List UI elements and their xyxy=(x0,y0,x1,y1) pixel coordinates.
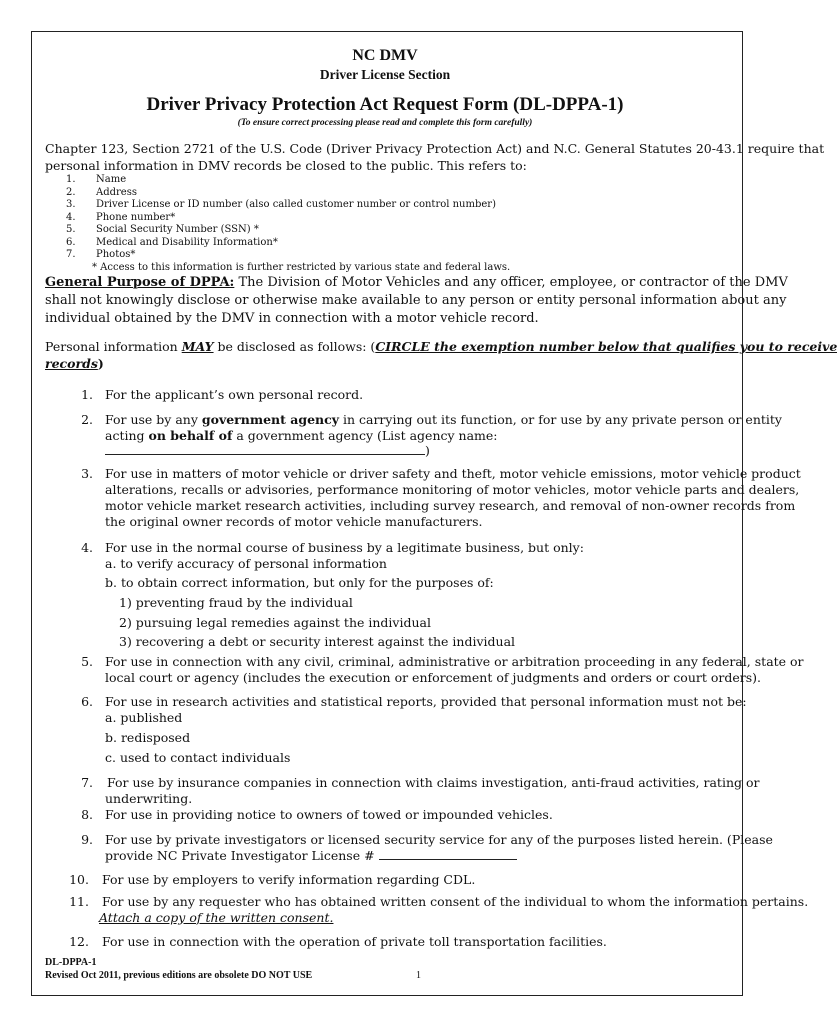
footnote: * Access to this information is further restricted by various state and federal laws. xyxy=(92,262,511,273)
purpose-line-3: individual obtained by the DMV in connection with a motor vehicle record. xyxy=(45,311,539,326)
form-subtitle: (To ensure correct processing please read and complete this form carefully) xyxy=(237,118,533,128)
list-item: 5. Social Security Number (SSN) * xyxy=(66,224,259,235)
list-item: 6. Medical and Disability Information* xyxy=(66,237,278,248)
purpose-heading: General Purpose of DPPA: xyxy=(45,275,235,290)
purpose-line-1: General Purpose of DPPA: The Division of Motor Vehicles and any officer, employee, or contractor of the DMV xyxy=(45,275,788,290)
list-item: 3. Driver License or ID number (also called customer number or control number) xyxy=(66,199,496,210)
footer-revised: Revised Oct 2011, previous editions are obsolete DO NOT USE xyxy=(45,970,313,981)
list-item: 7. Photos* xyxy=(66,249,136,260)
list-item: 1. Name xyxy=(66,174,127,185)
purpose-line-2: shall not knowingly disclose or otherwise make available to any person or entity personal information about any xyxy=(45,293,787,308)
pi-license-field[interactable] xyxy=(379,849,517,860)
section-title: Driver License Section xyxy=(319,67,451,82)
agency-name-field[interactable] xyxy=(105,444,425,455)
disclosure-line-1: Personal information MAY be disclosed as follows: (CIRCLE the exemption number below that qualifies you to receive xyxy=(45,339,837,354)
form-title: Driver Privacy Protection Act Request Form (DL-DPPA-1) xyxy=(146,94,624,115)
list-item: 2. Address xyxy=(66,187,137,198)
intro-line-1: Chapter 123, Section 2721 of the U.S. Code (Driver Privacy Protection Act) and N.C. General Statutes 20-43.1 require that xyxy=(45,141,825,156)
list-item: 4. Phone number* xyxy=(66,212,176,223)
agency-title: NC DMV xyxy=(352,47,418,64)
disclosure-line-2: records) xyxy=(45,356,104,371)
footer-page-number: 1 xyxy=(416,970,421,981)
intro-line-2: personal information in DMV records be closed to the public. This refers to: xyxy=(45,158,527,173)
footer-form-id: DL-DPPA-1 xyxy=(45,957,97,968)
